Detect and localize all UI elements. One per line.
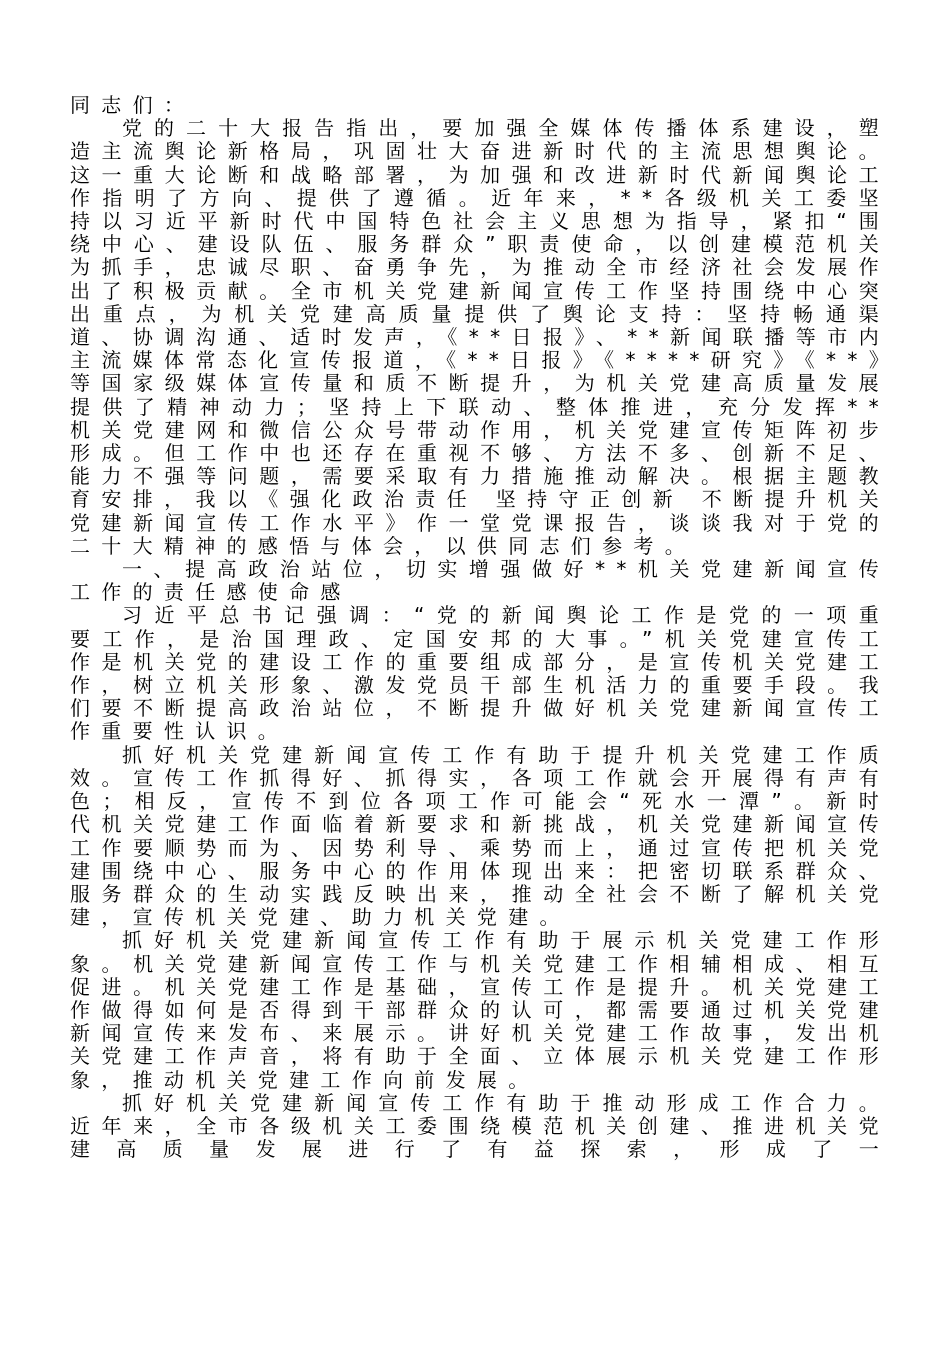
body-paragraph: 抓好机关党建新闻宣传工作有助于展示机关党建工作形象。机关党建新闻宣传工作与机关党建工作相辅相成、相互促进。机关党建工作是基础，宣传工作是提升。机关党建工作做得如何是否得到干部群众的认可，都需要通过机关党建新闻宣传来发布、来展示。讲好机关党建工作故事，发出机关党建工作声音，将有助于全面、立体展示机关党建工作形象，推动机关党建工作向前发展。: [70, 928, 890, 1092]
body-paragraph-continued: 抓好机关党建新闻宣传工作有助于推动形成工作合力。近年来，全市各级机关工委围绕模范机关创建、推进机关党建高质量发展进行了有益探索，形成了一: [70, 1090, 890, 1162]
document-body: [70, 94, 890, 1161]
body-paragraph: 习近平总书记强调：“党的新闻舆论工作是党的一项重要工作，是治国理政、定国安邦的大事。”机关党建宣传工作是机关党的建设工作的重要组成部分，是宣传机关党建工作，树立机关形象、激发党员干部生机活力的重要手段。我们要不断提高政治站位，不断提升做好机关党建新闻宣传工作重要性认识。: [70, 603, 890, 744]
salutation: 同志们：: [70, 93, 196, 117]
intro-paragraph: 党的二十大报告指出，要加强全媒体传播体系建设，塑造主流舆论新格局，巩固壮大奋进新时代的主流思想舆论。这一重大论断和战略部署，为加强和改进新时代新闻舆论工作指明了方向、提供了遵循。近年来，**各级机关工委坚持以习近平新时代中国特色社会主义思想为指导，紧扣“围绕中心、建设队伍、服务群众”职责使命，以创建模范机关为抓手，忠诚尽职、奋勇争先，为推动全市经济社会发展作出了积极贡献。全市机关党建新闻宣传工作坚持围绕中心突出重点，为机关党建高质量提供了舆论支持：坚持畅通渠道、协调沟通、适时发声，《**日报》、**新闻联播等市内主流媒体常态化宣传报道，《**日报》《****研究》《**》等国家级媒体宣传量和质不断提升，为机关党建高质量发展提供了精神动力；坚持上下联动、整体推进，充分发挥**机关党建网和微信公众号带动作用，机关党建宣传矩阵初步形成。但工作中也还存在重视不够、方法不多、创新不足、能力不强等问题，需要采取有力措施推动解决。根据主题教育安排，我以《强化政治责任 坚持守正创新 不断提升机关党建新闻宣传工作水平》作一堂党课报告，谈谈我对于党的二十大精神的感悟与体会，以供同志们参考。: [70, 116, 890, 558]
body-paragraph: 抓好机关党建新闻宣传工作有助于提升机关党建工作质效。宣传工作抓得好、抓得实，各项工作就会开展得有声有色；相反，宣传不到位各项工作可能会“死水一潭”。新时代机关党建工作面临着新要求和新挑战，机关党建新闻宣传工作要顺势而为、因势利导、乘势而上，通过宣传把机关党建围绕中心、服务中心的作用体现出来：把密切联系群众、服务群众的生动实践反映出来，推动全社会不断了解机关党建，宣传机关党建、助力机关党建。: [70, 742, 890, 930]
section-heading-1: 一、提高政治站位，切实增强做好**机关党建新闻宣传工作的责任感使命感: [70, 557, 890, 605]
